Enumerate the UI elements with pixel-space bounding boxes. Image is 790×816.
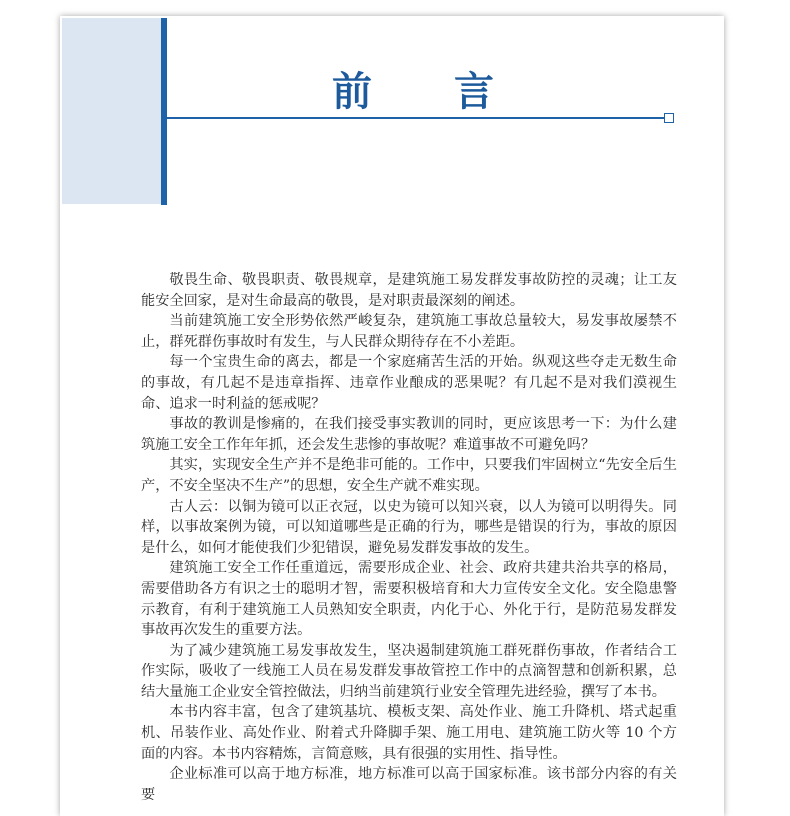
paragraph: 每一个宝贵生命的离去，都是一个家庭痛苦生活的开始。纵观这些夺走无数生命的事故，有几起不是违章指挥、违章作业酿成的恶果呢？有几起不是对我们漠视生命、追求一时利益的惩戒呢？ (141, 354, 677, 412)
paragraph: 古人云：以铜为镜可以正衣冠，以史为镜可以知兴衰，以人为镜可以明得失。同样，以事故案例为镜，可以知道哪些是正确的行为，哪些是错误的行为，事故的原因是什么，如何才能使我们少犯错误，避免易发群发事故的发生。 (141, 498, 677, 556)
vertical-accent-bar (161, 18, 167, 205)
paragraph: 企业标准可以高于地方标准，地方标准可以高于国家标准。该书部分内容的有关要 (141, 766, 677, 803)
underline-end-square (664, 113, 674, 123)
paragraph: 事故的教训是惨痛的，在我们接受事实教训的同时，更应该思考一下：为什么建筑施工安全工作年年抓，还会发生悲惨的事故呢？难道事故不可避免吗？ (141, 416, 677, 453)
paragraph: 本书内容丰富，包含了建筑基坑、模板支架、高处作业、施工升降机、塔式起重机、吊装作业、高处作业、附着式升降脚手架、施工用电、建筑施工防火等 10 个方面的内容。本书内容精炼，言简意赅，具有很强的实用性、指导性。 (141, 704, 677, 762)
paragraph: 其实，实现安全生产并不是绝非可能的。工作中，只要我们牢固树立“先安全后生产，不安全坚决不生产”的思想，安全生产就不难实现。 (141, 457, 677, 494)
title-underline (167, 117, 665, 119)
paragraph: 为了减少建筑施工易发事故发生，坚决遏制建筑施工群死群伤事故，作者结合工作实际，吸收了一线施工人员在易发群发事故管控工作中的点滴智慧和创新积累，总结大量施工企业安全管控做法，归纳当前建筑行业安全管理先进经验，撰写了本书。 (141, 642, 677, 700)
page-title: 前 言 (332, 69, 528, 115)
paragraph: 建筑施工安全工作任重道远，需要形成企业、社会、政府共建共治共享的格局，需要借助各方有识之士的聪明才智，需要积极培育和大力宣传安全文化。安全隐患警示教育，有利于建筑施工人员熟知安全职责，内化于心、外化于行，是防范易发群发事故再次发生的重要方法。 (141, 560, 677, 639)
preface-body (141, 270, 677, 805)
paragraph: 敬畏生命、敬畏职责、敬畏规章，是建筑施工易发群发事故防控的灵魂；让工友能安全回家，是对生命最高的敬畏，是对职责最深刻的阐述。 (141, 272, 677, 309)
paragraph: 当前建筑施工安全形势依然严峻复杂，建筑施工事故总量较大，易发事故屡禁不止，群死群伤事故时有发生，与人民群众期待存在不小差距。 (141, 313, 677, 350)
corner-decoration (62, 18, 162, 204)
